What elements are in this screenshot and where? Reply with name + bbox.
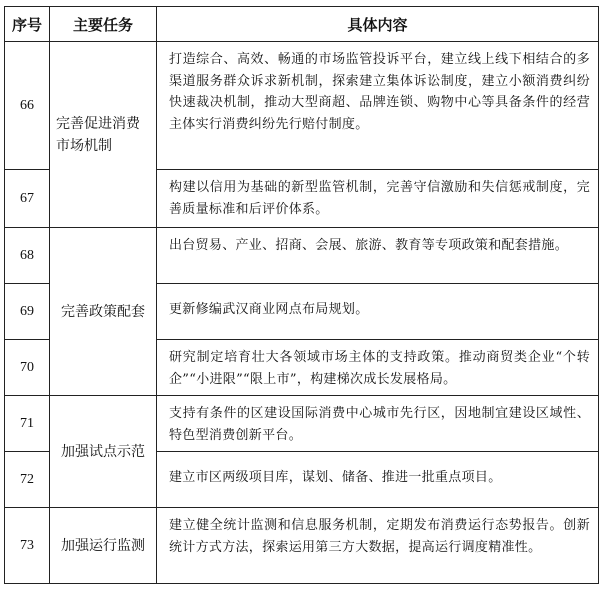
row-index: 71	[5, 396, 50, 452]
row-index: 73	[5, 508, 50, 584]
header-content: 具体内容	[157, 7, 599, 42]
table-row	[5, 42, 599, 170]
content-cell: 建立健全统计监测和信息服务机制，定期发布消费运行态势报告。创新统计方式方法，探索运用第三方大数据，提高运行调度精准性。	[157, 508, 599, 584]
task-table	[4, 6, 599, 584]
table-row	[5, 228, 599, 284]
content-cell: 研究制定培育壮大各领域市场主体的支持政策。推动商贸类企业“个转企”“小进限”“限上市”，构建梯次成长发展格局。	[157, 340, 599, 396]
row-index: 70	[5, 340, 50, 396]
task-cell	[50, 228, 157, 396]
task-cell	[50, 42, 157, 228]
content-cell: 构建以信用为基础的新型监管机制，完善守信激励和失信惩戒制度，完善质量标准和后评价体系。	[157, 170, 599, 228]
task-label: 加强运行监测	[61, 537, 145, 554]
task-label: 加强试点示范	[61, 443, 145, 460]
row-index: 66	[5, 42, 50, 170]
table-row	[5, 396, 599, 452]
content-cell: 打造综合、高效、畅通的市场监管投诉平台，建立线上线下相结合的多渠道服务群众诉求新机制，探索建立集体诉讼制度，建立小额消费纠纷快速裁决机制，推动大型商超、品牌连锁、购物中心等具备条件的经营主体实行消费纠纷先行赔付制度。	[157, 42, 599, 170]
task-cell	[50, 508, 157, 584]
header-task: 主要任务	[50, 7, 157, 42]
row-index: 67	[5, 170, 50, 228]
content-cell: 支持有条件的区建设国际消费中心城市先行区，因地制宜建设区域性、特色型消费创新平台。	[157, 396, 599, 452]
table-row	[5, 508, 599, 584]
task-cell	[50, 396, 157, 508]
task-label: 完善政策配套	[61, 303, 145, 320]
row-index: 68	[5, 228, 50, 284]
row-index: 69	[5, 284, 50, 340]
header-index: 序号	[5, 7, 50, 42]
content-cell: 更新修编武汉商业网点布局规划。	[157, 284, 599, 340]
table-header-row	[5, 7, 599, 42]
task-label: 完善促进消费市场机制	[56, 115, 140, 154]
content-cell: 建立市区两级项目库，谋划、储备、推进一批重点项目。	[157, 452, 599, 508]
row-index: 72	[5, 452, 50, 508]
content-cell: 出台贸易、产业、招商、会展、旅游、教育等专项政策和配套措施。	[157, 228, 599, 284]
